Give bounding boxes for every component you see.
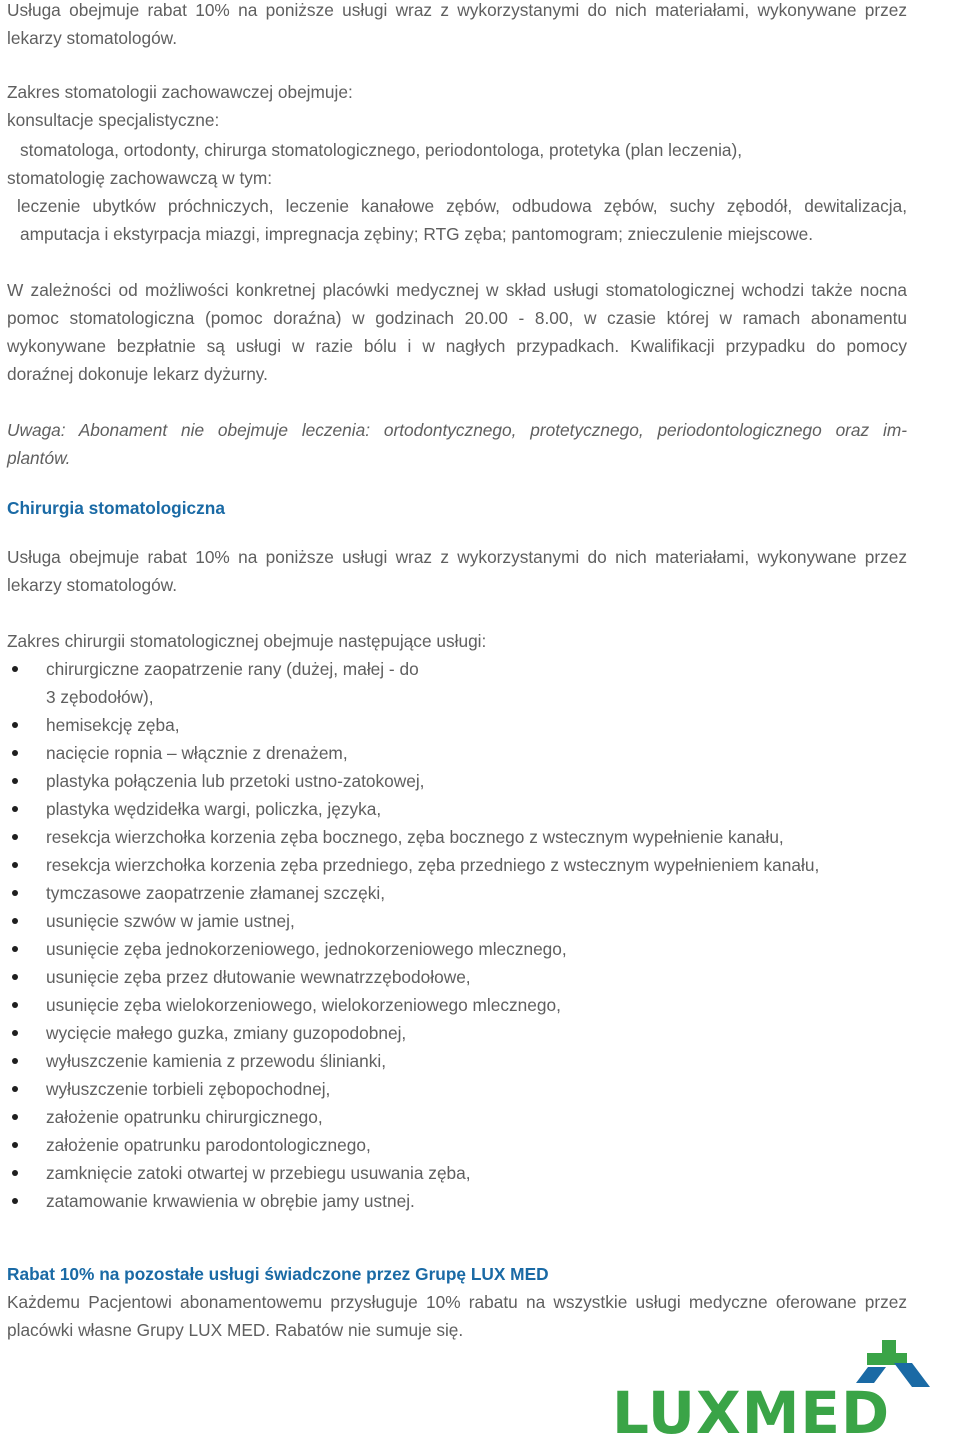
- stomatology-label: stomatologię zachowawczą: [7, 168, 218, 188]
- night-help-line-4: doraźnej dokonuje lekarz dyżurny.: [7, 364, 268, 384]
- note-line-1: Uwaga: Abonament nie obejmuje leczenia: ortodontycznego, protetycznego, periodontologicznego oraz im-: [7, 420, 907, 440]
- surgery-list-item-continuation: 3 zębodołów),: [46, 687, 154, 707]
- bullet-icon: [12, 1170, 18, 1176]
- bullet-icon: [12, 1058, 18, 1064]
- surgery-list-item: usunięcie zęba wielokorzeniowego, wielokorzeniowego mlecznego,: [46, 995, 561, 1015]
- bullet-icon: [12, 946, 18, 952]
- bullet-icon: [12, 890, 18, 896]
- surgery-list-item: założenie opatrunku chirurgicznego,: [46, 1107, 323, 1127]
- bullet-icon: [12, 778, 18, 784]
- bullet-icon: [12, 974, 18, 980]
- surgery-list-item: hemisekcję zęba,: [46, 715, 180, 735]
- treatment-line-1: leczenie ubytków próchniczych, leczenie kanałowe zębów, odbudowa zębów, suchy zębodół, dewitalizacja,: [17, 196, 907, 216]
- surgery-list-item: usunięcie szwów w jamie ustnej,: [46, 911, 295, 931]
- discount-line-2: placówki własne Grupy LUX MED. Rabatów nie sumuje się.: [7, 1320, 464, 1340]
- surgery-list-item: wycięcie małego guzka, zmiany guzopodobnej,: [46, 1023, 407, 1043]
- treatment-line-2: amputacja i ekstyrpacja miazgi, impregnacja zębiny; RTG zęba; pantomogram; znieczulenie miejscowe.: [20, 224, 814, 244]
- bullet-icon: [12, 834, 18, 840]
- surgery-intro-line-2: lekarzy stomatologów.: [7, 575, 178, 595]
- surgery-list-item: założenie opatrunku parodontologicznego,: [46, 1135, 371, 1155]
- surgery-list-item: zatamowanie krwawienia w obrębie jamy ustnej.: [46, 1191, 415, 1211]
- surgery-list-item: plastyka połączenia lub przetoki ustno-zatokowej,: [46, 771, 425, 791]
- stomatology-suffix: w tym:: [217, 168, 273, 188]
- surgery-list-item: zamknięcie zatoki otwartej w przebiegu usuwania zęba,: [46, 1163, 471, 1183]
- conservative-heading: Zakres stomatologii zachowawczej obejmuje:: [7, 82, 353, 102]
- discount-line-1: Każdemu Pacjentowi abonamentowemu przysługuje 10% rabatu na wszystkie usługi medyczne oferowane przez: [7, 1292, 907, 1312]
- night-help-line-1: W zależności od możliwości konkretnej placówki medycznej w skład usługi stomatologicznej wchodzi także nocna: [7, 280, 907, 300]
- surgery-list-item: plastyka wędzidełka wargi, policzka, języka,: [46, 799, 382, 819]
- surgery-list-item: resekcja wierzchołka korzenia zęba przedniego, zęba przedniego z wstecznym wypełnieniem kanału,: [46, 855, 820, 875]
- surgery-list-item: nacięcie ropnia – włącznie z drenażem,: [46, 743, 348, 763]
- bullet-icon: [12, 806, 18, 812]
- surgery-intro-line-1: Usługa obejmuje rabat 10% na poniższe usługi wraz z wykorzystanymi do nich materiałami, wykonywane przez: [7, 547, 907, 567]
- consult-text: stomatologa, ortodonty, chirurga stomatologicznego, periodontologa, protetyka (plan leczenia),: [20, 140, 743, 160]
- consult-label: konsultacje specjalistyczne:: [7, 110, 220, 130]
- bullet-icon: [12, 1086, 18, 1092]
- bullet-icon: [12, 666, 18, 672]
- bullet-icon: [12, 750, 18, 756]
- note-line-2: plantów.: [7, 448, 71, 468]
- surgery-list-heading: Zakres chirurgii stomatologicznej obejmuje następujące usługi:: [7, 631, 487, 651]
- surgery-list-item: wyłuszczenie torbieli zębopochodnej,: [46, 1079, 331, 1099]
- surgery-list-item: chirurgiczne zaopatrzenie rany (dużej, małej - do: [46, 659, 419, 679]
- bullet-icon: [12, 862, 18, 868]
- bullet-icon: [12, 1142, 18, 1148]
- surgery-list-item: usunięcie zęba jednokorzeniowego, jednokorzeniowego mlecznego,: [46, 939, 567, 959]
- bullet-icon: [12, 1198, 18, 1204]
- surgery-title: Chirurgia stomatologiczna: [7, 498, 225, 518]
- surgery-list-item: wyłuszczenie kamienia z przewodu ślinianki,: [46, 1051, 387, 1071]
- stomatology-line: [7, 164, 272, 192]
- bullet-icon: [12, 1002, 18, 1008]
- night-help-line-2: pomoc stomatologiczna (pomoc doraźna) w godzinach 20.00 - 8.00, w czasie której w ramach abonamentu: [7, 308, 907, 328]
- surgery-list-item: tymczasowe zaopatrzenie złamanej szczęki,: [46, 883, 386, 903]
- surgery-list-item: resekcja wierzchołka korzenia zęba bocznego, zęba bocznego z wstecznym wypełnienie kanału,: [46, 827, 784, 847]
- intro-line-2: lekarzy stomatologów.: [7, 28, 178, 48]
- night-help-line-3: wykonywane bezpłatnie są usługi w razie bólu i w nagłych przypadkach. Kwalifikacji przypadku do pomocy: [7, 336, 907, 356]
- discount-title: Rabat 10% na pozostałe usługi świadczone przez Grupę LUX MED: [7, 1264, 549, 1284]
- bullet-icon: [12, 1030, 18, 1036]
- surgery-list-item: usunięcie zęba przez dłutowanie wewnatrzzębodołowe,: [46, 967, 471, 987]
- luxmed-logo: [612, 1335, 932, 1440]
- bullet-icon: [12, 1114, 18, 1120]
- logo-text: LUXMED: [612, 1379, 891, 1440]
- bullet-icon: [12, 722, 18, 728]
- bullet-icon: [12, 918, 18, 924]
- intro-line-1: Usługa obejmuje rabat 10% na poniższe usługi wraz z wykorzystanymi do nich materiałami, wykonywane przez: [7, 0, 907, 20]
